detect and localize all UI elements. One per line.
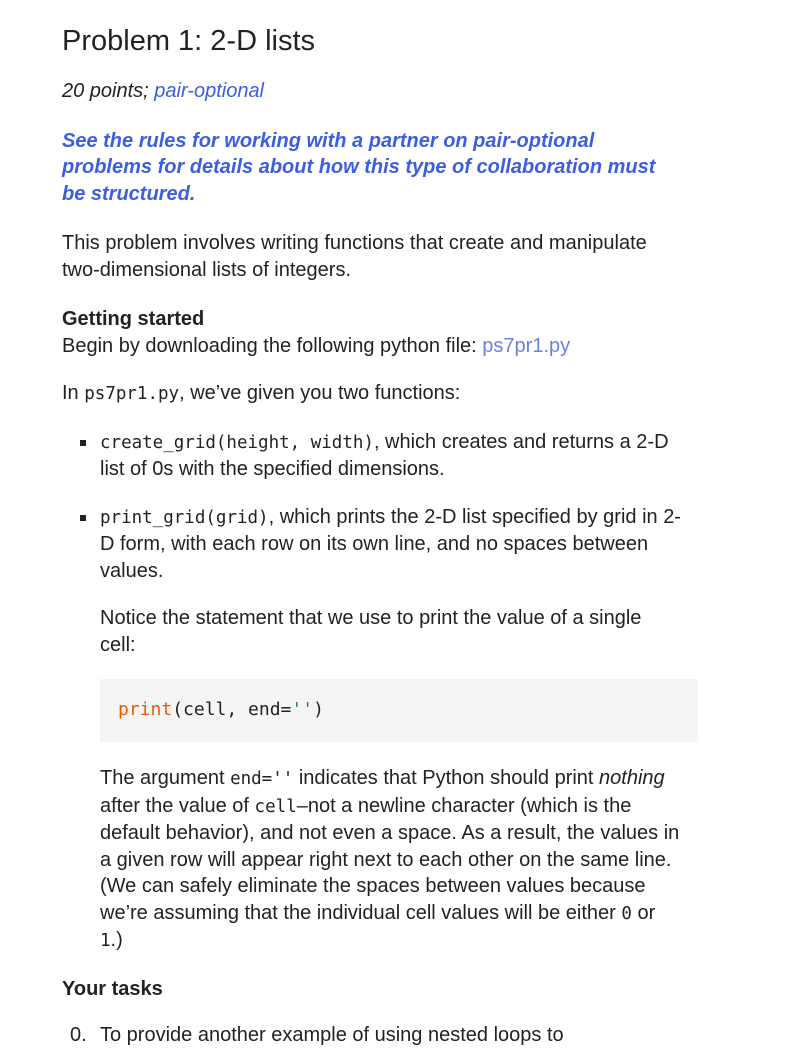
download-line: [62, 333, 682, 360]
end-code: end='': [230, 769, 294, 789]
zero-code: 0: [621, 903, 632, 924]
explanation-paragraph: [100, 765, 682, 955]
given-before: In: [62, 382, 85, 404]
task-list: [62, 1022, 682, 1049]
partner-rules-link-text[interactable]: See the rules for working with a partner on pair-optional problems for details about how this type of collaboration must be structured.: [62, 129, 656, 205]
explain-text: indicates that Python should print: [293, 767, 600, 789]
function-list: [62, 429, 682, 955]
code-args: (cell, end=: [172, 699, 292, 721]
task-item: [70, 1022, 682, 1049]
page-title: Problem 1: 2-D lists: [62, 25, 316, 57]
points-line: [62, 78, 682, 105]
function-description: , which creates and returns a 2-D list of 0s with the specified dimensions.: [100, 430, 669, 480]
explain-text: or: [631, 901, 656, 924]
notice-paragraph: Notice the statement that we use to print the value of a single cell:: [100, 607, 642, 656]
download-file-link[interactable]: ps7pr1.py: [482, 334, 571, 357]
explain-text: The argument: [100, 767, 231, 789]
given-file-code: ps7pr1.py: [84, 384, 180, 404]
function-signature: print_grid(grid): [100, 507, 269, 528]
code-close: ): [313, 699, 324, 721]
points-text: 20 points;: [62, 80, 155, 102]
list-item-print-grid: [100, 504, 682, 955]
emphasis-nothing: nothing: [599, 767, 665, 789]
bullet-icon: [80, 440, 86, 446]
explain-text: after the value of: [100, 794, 255, 817]
given-functions-intro: [62, 380, 682, 408]
explain-text: .): [110, 929, 123, 951]
task-number: 0.: [70, 1024, 87, 1046]
pair-optional-link[interactable]: pair-optional: [154, 80, 265, 102]
bullet-icon: [80, 515, 86, 521]
intro-paragraph: This problem involves writing functions that create and manipulate two-dimensional lists of integers.: [62, 232, 647, 281]
partner-rules-link[interactable]: [62, 128, 682, 208]
tasks-heading: Your tasks: [62, 977, 163, 1000]
given-after: , we’ve given you two functions:: [179, 382, 461, 404]
one-code: 1: [100, 931, 111, 951]
list-item-create-grid: [100, 429, 682, 483]
cell-code: cell: [254, 796, 297, 817]
function-description: , which prints the 2-D list specified by grid in 2-D form, with each row on its own line, and no spaces between values.: [100, 505, 681, 582]
task-text: To provide another example of using nested loops to: [100, 1024, 564, 1046]
getting-started-section: [62, 306, 682, 359]
code-block: [100, 679, 698, 742]
code-string: '': [291, 699, 314, 721]
getting-started-heading: Getting started: [62, 308, 205, 330]
code-keyword: print: [118, 699, 173, 721]
download-text: Begin by downloading the following python file:: [62, 334, 483, 357]
function-signature: create_grid(height, width): [100, 432, 374, 453]
explain-text: –not a newline character (which is the default behavior), and not even a space. As a result, the values in a given row will appear right next to each other on the same line. (We can safely eliminate the spaces between values because we’re assuming that the individual cell values will be either: [100, 794, 680, 924]
